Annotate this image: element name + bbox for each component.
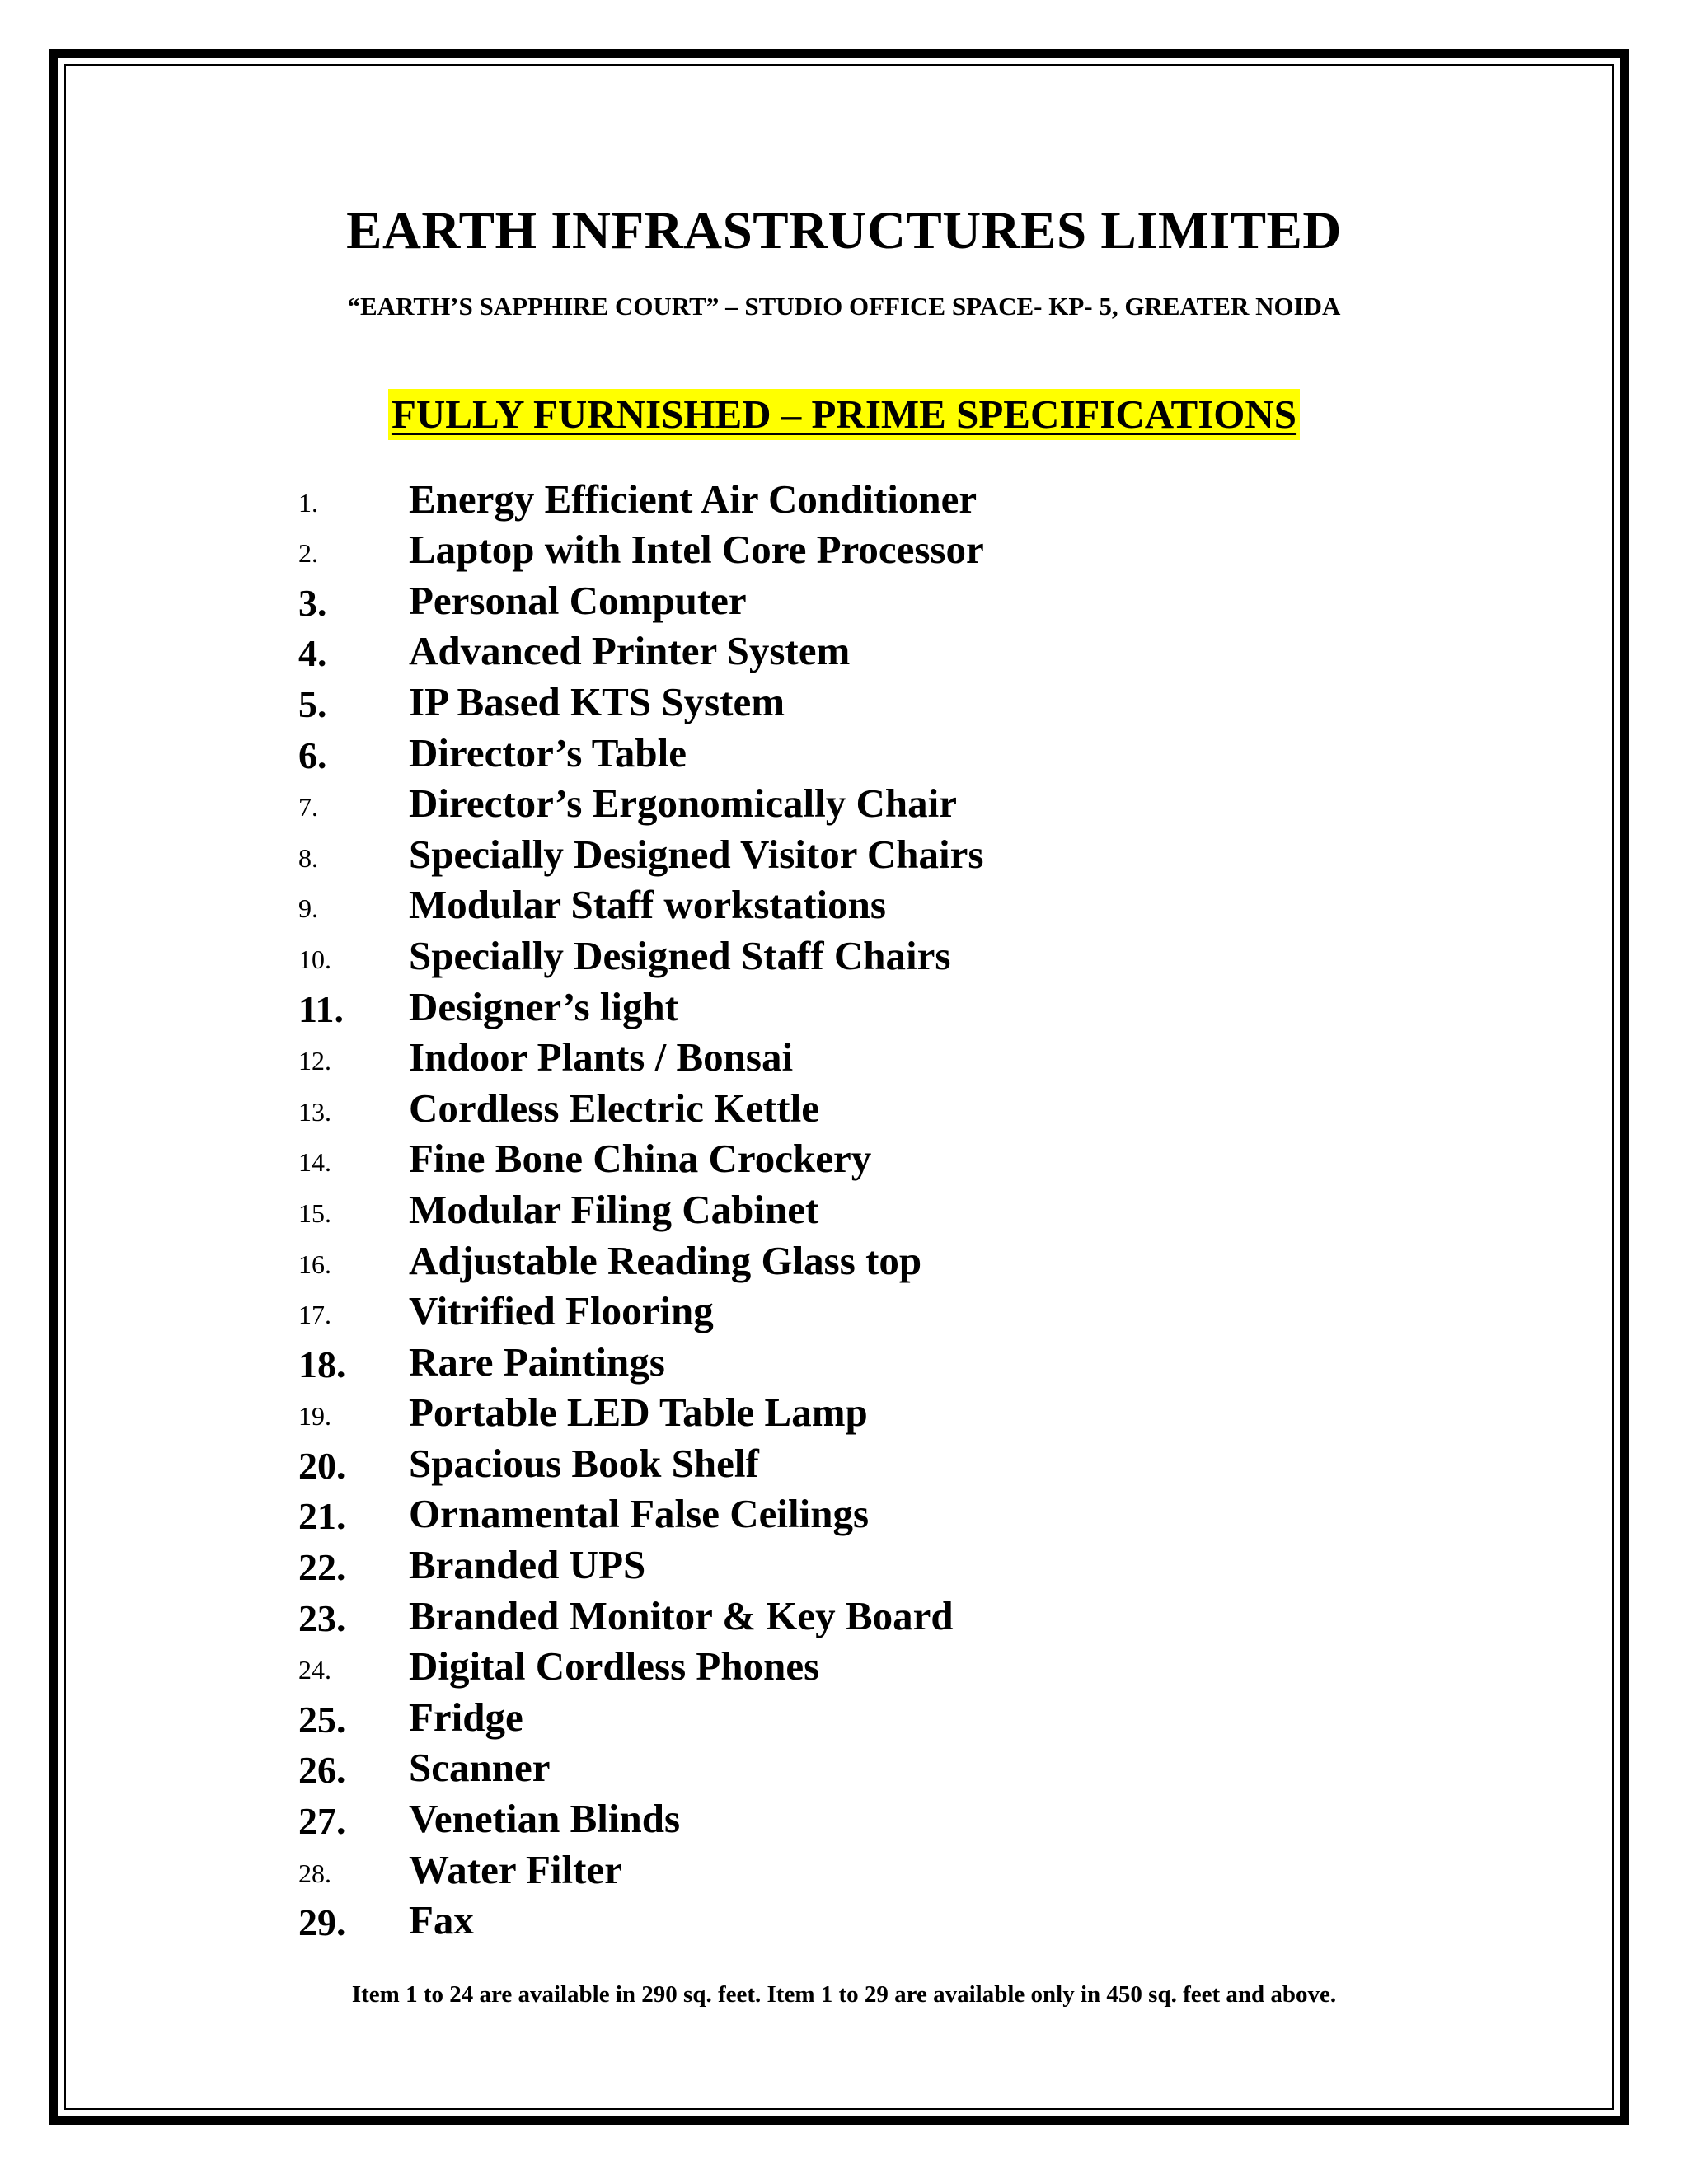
- list-item-number: 21.: [298, 1495, 346, 1538]
- list-item-label: Fine Bone China Crockery: [409, 1136, 872, 1182]
- specification-list: [298, 476, 1535, 1948]
- list-item-label: Rare Paintings: [409, 1338, 665, 1385]
- project-subtitle: “EARTH’S SAPPHIRE COURT” – STUDIO OFFICE SPACE- KP- 5, GREATER NOIDA: [347, 292, 1341, 321]
- list-item-number: 23.: [298, 1596, 346, 1639]
- list-item-number: 13.: [298, 1096, 331, 1127]
- list-item-label: Laptop with Intel Core Processor: [409, 527, 984, 573]
- list-item-number: 27.: [298, 1800, 346, 1843]
- list-item-number: 24.: [298, 1655, 331, 1685]
- list-item-number: 1.: [298, 487, 318, 518]
- list-item-label: Portable LED Table Lamp: [409, 1390, 868, 1436]
- list-item-label: Spacious Book Shelf: [409, 1440, 759, 1486]
- list-item-number: 18.: [298, 1343, 346, 1385]
- list-item-label: Adjustable Reading Glass top: [409, 1237, 922, 1283]
- list-item-label: Venetian Blinds: [409, 1796, 681, 1842]
- list-item: [298, 1746, 1535, 1797]
- list-item: [298, 1441, 1535, 1492]
- list-item-number: 4.: [298, 632, 327, 675]
- list-item: [298, 578, 1535, 629]
- list-item-number: 25.: [298, 1698, 346, 1741]
- list-item-label: IP Based KTS System: [409, 678, 785, 724]
- list-item: [298, 1085, 1535, 1137]
- availability-footnote: Item 1 to 24 are available in 290 sq. feet. Item 1 to 29 are available only in 450 sq. feet and above.: [351, 1981, 1337, 2008]
- list-item-label: Cordless Electric Kettle: [409, 1085, 819, 1131]
- list-item-number: 12.: [298, 1046, 331, 1076]
- list-item: [298, 730, 1535, 781]
- list-item: [298, 1847, 1535, 1898]
- list-item-number: 16.: [298, 1249, 331, 1279]
- list-item-number: 14.: [298, 1147, 331, 1178]
- list-item-label: Specially Designed Staff Chairs: [409, 932, 951, 978]
- list-item-number: 15.: [298, 1197, 331, 1228]
- list-item-number: 17.: [298, 1300, 331, 1330]
- list-item-number: 11.: [298, 987, 344, 1030]
- list-item-number: 26.: [298, 1749, 346, 1792]
- list-item: [298, 1694, 1535, 1746]
- list-item: [298, 984, 1535, 1035]
- list-item-label: Fax: [409, 1897, 474, 1943]
- list-item: [298, 476, 1535, 527]
- list-item-label: Director’s Table: [409, 729, 687, 776]
- list-item-label: Director’s Ergonomically Chair: [409, 780, 957, 827]
- list-item-number: 29.: [298, 1901, 346, 1944]
- list-item: [298, 1289, 1535, 1340]
- list-item: [298, 1492, 1535, 1543]
- list-item-label: Ornamental False Ceilings: [409, 1491, 870, 1537]
- list-item-number: 6.: [298, 733, 327, 776]
- list-item: [298, 1339, 1535, 1390]
- list-item-number: 28.: [298, 1858, 331, 1888]
- list-item-label: Water Filter: [409, 1846, 622, 1892]
- list-item-number: 3.: [298, 581, 327, 624]
- list-item: [298, 933, 1535, 984]
- list-item-label: Specially Designed Visitor Chairs: [409, 831, 984, 877]
- list-item: [298, 527, 1535, 579]
- list-item-label: Modular Staff workstations: [409, 882, 886, 928]
- list-item: [298, 1593, 1535, 1644]
- list-item: [298, 883, 1535, 934]
- company-title: EARTH INFRASTRUCTURES LIMITED: [346, 201, 1342, 260]
- list-item: [298, 1187, 1535, 1238]
- list-item-number: 19.: [298, 1401, 331, 1432]
- list-item-number: 5.: [298, 682, 327, 725]
- list-item: [298, 1137, 1535, 1188]
- list-item-number: 22.: [298, 1546, 346, 1589]
- list-item-number: 2.: [298, 538, 318, 569]
- list-item-label: Branded Monitor & Key Board: [409, 1592, 954, 1638]
- list-item-number: 9.: [298, 893, 318, 924]
- list-item-label: Designer’s light: [409, 983, 679, 1029]
- list-item: [298, 1644, 1535, 1695]
- list-item-label: Energy Efficient Air Conditioner: [409, 476, 978, 522]
- list-item-label: Digital Cordless Phones: [409, 1643, 820, 1690]
- list-item: [298, 1238, 1535, 1289]
- list-item: [298, 1035, 1535, 1086]
- section-heading-container: [0, 389, 1688, 440]
- list-item: [298, 781, 1535, 832]
- list-item: [298, 629, 1535, 680]
- list-item-label: Advanced Printer System: [409, 628, 851, 674]
- list-item-label: Modular Filing Cabinet: [409, 1186, 819, 1232]
- list-item-label: Personal Computer: [409, 577, 747, 623]
- list-item: [298, 1542, 1535, 1593]
- list-item-number: 7.: [298, 792, 318, 823]
- section-heading: FULLY FURNISHED – PRIME SPECIFICATIONS: [388, 389, 1300, 440]
- list-item-label: Branded UPS: [409, 1542, 646, 1588]
- list-item: [298, 1796, 1535, 1847]
- list-item: [298, 679, 1535, 730]
- list-item-number: 10.: [298, 944, 331, 974]
- list-item-number: 8.: [298, 842, 318, 873]
- list-item-label: Fridge: [409, 1694, 523, 1740]
- list-item-number: 20.: [298, 1444, 346, 1487]
- list-item: [298, 1898, 1535, 1949]
- list-item: [298, 832, 1535, 883]
- list-item: [298, 1390, 1535, 1441]
- list-item-label: Scanner: [409, 1745, 551, 1791]
- list-item-label: Indoor Plants / Bonsai: [409, 1034, 794, 1080]
- list-item-label: Vitrified Flooring: [409, 1288, 714, 1334]
